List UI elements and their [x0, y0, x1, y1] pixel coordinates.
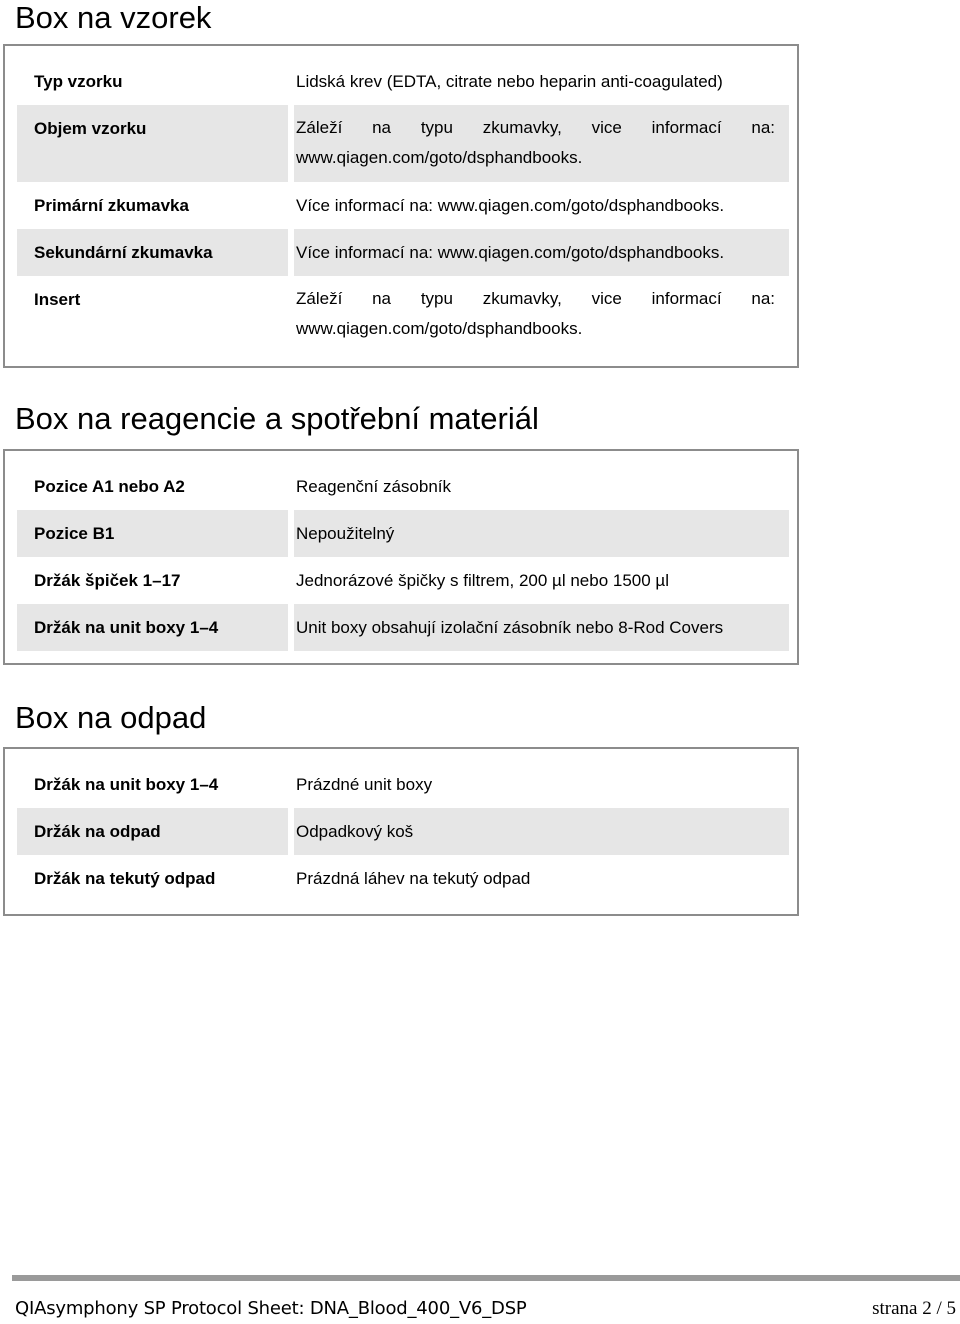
row-value-line1: Záleží na typu zkumavky, vice informací na:: [296, 118, 775, 137]
reagents-table: [3, 449, 799, 665]
section-title-reagents: Box na reagencie a spotřební materiál: [15, 401, 539, 436]
footer-protocol-title: QIAsymphony SP Protocol Sheet: DNA_Blood_400_V6_DSP: [15, 1298, 527, 1319]
section-title-sample: Box na vzorek: [15, 0, 212, 35]
table-row: [17, 761, 789, 808]
row-label: Typ vzorku: [34, 72, 123, 91]
row-label: Primární zkumavka: [34, 196, 189, 215]
row-label: Pozice B1: [34, 524, 115, 543]
row-label: Držák na tekutý odpad: [34, 869, 216, 888]
section-title-waste: Box na odpad: [15, 700, 207, 735]
row-label: Držák na unit boxy 1–4: [34, 618, 219, 637]
table-row: [17, 463, 789, 510]
row-value-line2: www.qiagen.com/goto/dsphandbooks.: [296, 319, 583, 338]
row-value-line2: www.qiagen.com/goto/dsphandbooks.: [296, 148, 583, 167]
row-value: Prázdná láhev na tekutý odpad: [296, 869, 531, 888]
page-number: strana 2 / 5: [872, 1298, 956, 1319]
table-row: [17, 604, 789, 651]
table-row: [17, 105, 789, 182]
table-row: [17, 855, 789, 902]
row-value: Prázdné unit boxy: [296, 775, 433, 794]
row-value: Lidská krev (EDTA, citrate nebo heparin anti-coagulated): [296, 72, 723, 91]
row-value: Reagenční zásobník: [296, 477, 451, 496]
table-row: [17, 557, 789, 604]
row-value: Více informací na: www.qiagen.com/goto/dsphandbooks.: [296, 243, 725, 262]
table-row: [17, 510, 789, 557]
table-row: [17, 58, 789, 105]
row-label: Objem vzorku: [34, 119, 147, 138]
row-value: Odpadkový koš: [296, 822, 414, 841]
row-value: Jednorázové špičky s filtrem, 200 µl nebo 1500 µl: [296, 571, 670, 590]
table-row: [17, 229, 789, 276]
row-label: Držák na odpad: [34, 822, 161, 841]
table-row: [17, 276, 789, 356]
row-label: Pozice A1 nebo A2: [34, 477, 185, 496]
row-value: [296, 113, 775, 173]
table-row: [17, 808, 789, 855]
row-label: Sekundární zkumavka: [34, 243, 213, 262]
row-label: Držák špiček 1–17: [34, 571, 181, 590]
table-row: [17, 182, 789, 229]
row-label: Insert: [34, 290, 81, 309]
footer-divider: [12, 1275, 960, 1281]
waste-table: [3, 747, 799, 916]
row-value: [296, 284, 775, 344]
row-value: Nepoužitelný: [296, 524, 395, 543]
row-value: Více informací na: www.qiagen.com/goto/dsphandbooks.: [296, 196, 725, 215]
sample-table: [3, 44, 799, 368]
row-label: Držák na unit boxy 1–4: [34, 775, 219, 794]
row-value-line1: Záleží na typu zkumavky, vice informací na:: [296, 289, 775, 308]
row-value: Unit boxy obsahují izolační zásobník nebo 8-Rod Covers: [296, 618, 724, 637]
